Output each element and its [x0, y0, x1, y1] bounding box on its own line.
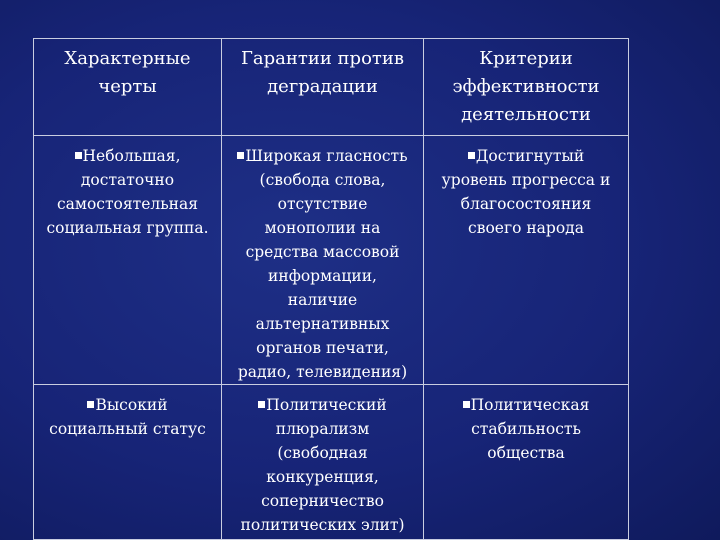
table-cell: [34, 385, 222, 540]
table-cell: [424, 136, 629, 385]
header-text-guarantees: Гарантии против деградации: [240, 48, 405, 97]
cell-text-stability: Политическая стабильность общества: [470, 396, 590, 462]
square-bullet-icon: [463, 401, 470, 408]
cell-text-pluralism: Политический плюрализм (свободная конкуренция, соперничество политических элит): [240, 396, 405, 534]
table-cell: [34, 136, 222, 385]
cell-text-publicity: Широкая гласность (свобода слова, отсутствие монополии на средства массовой информации, наличие альтернативных органов печати, радио, телевидения): [237, 147, 408, 381]
square-bullet-icon: [468, 152, 475, 159]
comparison-table: [33, 38, 629, 540]
header-cell-criteria: [424, 39, 629, 136]
cell-text-high-status: Высокий социальный статус: [49, 396, 206, 438]
table-cell: [424, 385, 629, 540]
square-bullet-icon: [258, 401, 265, 408]
table-row: [34, 385, 629, 540]
table-row: [34, 136, 629, 385]
table-header-row: [34, 39, 629, 136]
square-bullet-icon: [237, 152, 244, 159]
cell-text-progress: Достигнутый уровень прогресса и благосостояния своего народа: [441, 147, 611, 237]
square-bullet-icon: [87, 401, 94, 408]
cell-text-small-group: Небольшая, достаточно самостоятельная социальная группа.: [46, 147, 209, 237]
table-cell: [222, 136, 424, 385]
table-cell: [222, 385, 424, 540]
header-text-criteria: Критерии эффективности деятельности: [452, 48, 600, 125]
square-bullet-icon: [75, 152, 82, 159]
header-text-traits: Характерные черты: [64, 48, 191, 97]
header-cell-traits: [34, 39, 222, 136]
header-cell-guarantees: [222, 39, 424, 136]
